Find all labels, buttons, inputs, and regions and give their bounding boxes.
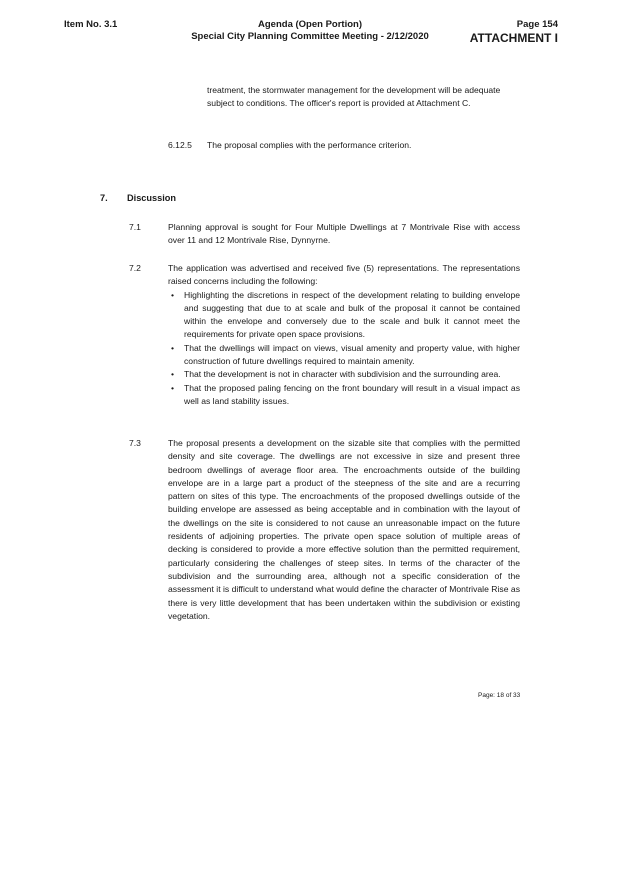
list-item [168,289,520,342]
meeting-title: Special City Planning Committee Meeting - 2/12/2020 [191,31,429,42]
clause-7-3-number: 7.3 [129,438,141,448]
page-header-right [470,19,558,45]
clause-7-2-number: 7.2 [129,263,141,273]
bullet-icon: • [171,342,175,353]
concerns-list [168,289,520,409]
continued-paragraph: treatment, the stormwater management for the development will be adequate subject to conditions. The officer's report is provided at Attachment C. [207,85,501,109]
clause-7-1-number: 7.1 [129,222,141,232]
bullet-text: That the proposed paling fencing on the front boundary will result in a visual impact as well as land stability issues. [184,382,520,406]
bullet-text: That the dwellings will impact on views, visual amenity and property value, with higher construction of future dwellings required to maintain amenity. [184,342,520,367]
bullet-icon: • [171,369,175,380]
agenda-heading [150,19,470,43]
bullet-text: That the development is not in character with subdivision and the surrounding area. [184,369,501,380]
clause-7-3-text: The proposal presents a development on the sizable site that complies with the permitted density and site coverage. The dwellings are not excessive in size and present three bedroom dwellings of average floor area. The encroachments outside of the building envelope are in a large part a product of the steepness of the site and are a recurring pattern on sites of this type. The encroachments of the proposed dwellings outside of the building envelope are assessed as being acceptable and in combination with the layout of the dwellings on the site is considered to not cause an unreasonable impact on the future residents of adjoining properties. The private open space solution of multiple areas of decking is considered to provide a more effective solution than the permitted requirement, particularly considering the challenges of steep sites. In terms of the character of the subdivision and the surrounding area, although not a specific consideration of the assessment it is difficult to understand what would define the character of Montrivale Rise as there is very little development that has been undertaken within the subdivision or existing vegetation. [168,438,520,621]
section-number: 7. [100,193,108,203]
page-number: Page 154 [516,19,558,30]
bullet-icon: • [171,289,175,300]
clause-6-12-5-number: 6.12.5 [168,140,192,150]
clause-7-1-text: Planning approval is sought for Four Multiple Dwellings at 7 Montrivale Rise with access over 11 and 12 Montrivale Rise, Dynnyrne. [168,222,520,246]
list-item [168,382,520,409]
clause-6-12-5-text: The proposal complies with the performance criterion. [207,140,412,150]
clause-7-2-intro: The application was advertised and received five (5) representations. The representations raised concerns including the following: [168,263,520,287]
page-footer: Page: 18 of 33 [478,692,521,699]
list-item [168,342,520,369]
section-title: Discussion [127,193,177,203]
bullet-text: Highlighting the discretions in respect of the development relating to building envelope and suggesting that due to at scale and bulk of the proposal it cannot be contained within the envelope and conversely due to the scale and bulk it cannot meet the requirements for private open space provisions. [184,289,520,340]
attachment-label: ATTACHMENT I [469,31,558,45]
clause-7-2-body [168,262,520,408]
agenda-title: Agenda (Open Portion) [258,19,362,30]
item-number: Item No. 3.1 [64,19,118,30]
list-item [168,368,520,381]
bullet-icon: • [171,382,175,393]
